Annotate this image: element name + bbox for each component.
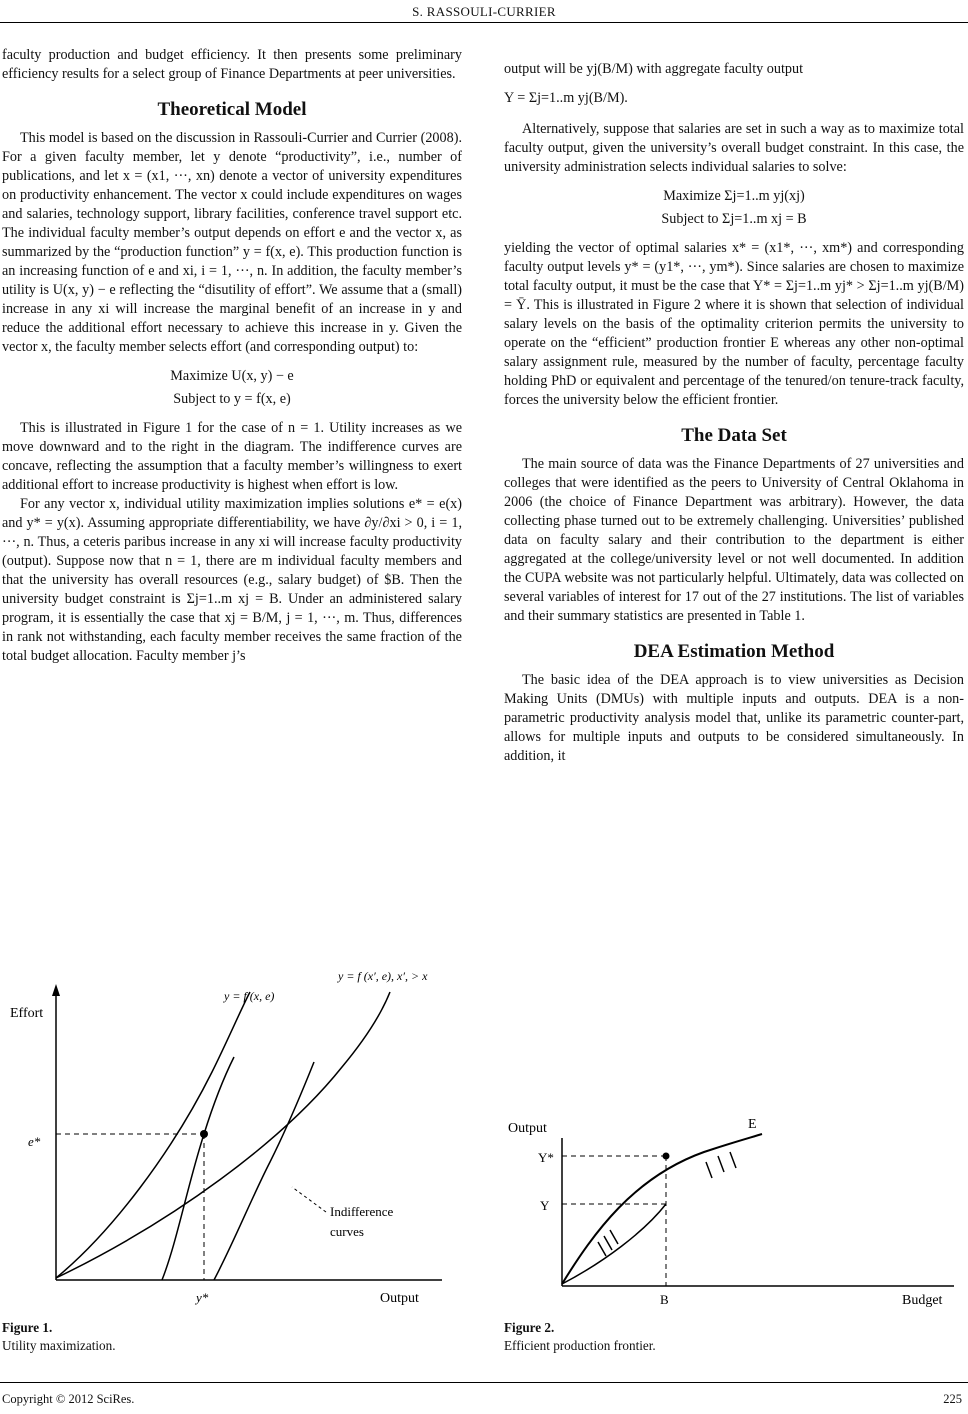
footer-page-number: 225 xyxy=(943,1392,962,1406)
fig1-indifference-curve-1 xyxy=(162,1057,234,1280)
footer-copyright: Copyright © 2012 SciRes. xyxy=(2,1392,135,1406)
fig1-label-curve-1: y = f (x, e) xyxy=(224,989,275,1003)
fig2-label-output: Output xyxy=(508,1121,547,1136)
fig2-hatch-5 xyxy=(604,1236,612,1250)
section-heading-theoretical-model: Theoretical Model xyxy=(157,99,307,120)
fig1-label-curve-2: y = f (x′, e), x′, > x xyxy=(338,969,428,983)
left-column xyxy=(2,46,462,666)
fig1-indifference-curve-2 xyxy=(214,1062,314,1280)
fig1-label-output: Output xyxy=(380,1291,419,1306)
fig1-indifference-pointer xyxy=(292,1187,326,1212)
section-heading-dea: DEA Estimation Method xyxy=(633,641,835,662)
fig2-hatch-1 xyxy=(706,1162,712,1178)
fig2-hatch-4 xyxy=(598,1242,606,1256)
equation-budget-constraint: Subject to Σj=1..m xj = B xyxy=(661,211,807,227)
fig1-production-curve-1 xyxy=(56,992,250,1278)
right-column xyxy=(504,60,964,766)
fig2-label-ystar: Y* xyxy=(538,1150,554,1165)
figure-1-caption xyxy=(2,1319,462,1355)
fig1-label-ystar: y* xyxy=(196,1290,209,1305)
figure-2-caption-title: Figure 2. xyxy=(504,1320,555,1335)
fig2-label-budget: Budget xyxy=(902,1293,943,1307)
right-paragraph-2: yielding the vector of optimal salaries x* = (x1*, ···, xm*) and corresponding faculty output levels y* = (y1*, ···, ym*). Since salaries are chosen to maximize total faculty output, it must be the case that Y* = Σj=1..m yj* > Σj=1..m yj(B/M) = Ȳ. This is illustrated in Figure 2 where it is shown that selection of individual salary levels on the basis of the optimality criterion permits the university to operate on the “efficient” production frontier E whereas any other non-optimal salary assignment rule, measured by the number of faculty, percentage faculty holding PhD or equivalent and percentage of the tenured/on tenure-track faculty, forces the university below the efficient frontier. xyxy=(504,240,964,408)
left-paragraph-2: This is illustrated in Figure 1 for the case of n = 1. Utility increases as we move downward and to the right in the diagram. The indifference curves are concave, reflecting the assumption that a faculty member’s willingness to exert additional effort to increase productivity is highest when effort is low. xyxy=(2,420,462,493)
fig2-hatch-6 xyxy=(610,1230,618,1244)
fig1-label-estar: e* xyxy=(28,1134,41,1149)
left-paragraph-1: This model is based on the discussion in Rassouli-Currier and Currier (2008). For a given faculty member, let y denote “productivity”, i.e., number of publications, and let x = (x1, ···, xn) denote a vector of university expenditures on productivity enhancement. The vector x could include expenditures on wages and salaries, technology support, library facilities, conference travel support etc. The individual faculty member’s output depends on effort e and the vector x, as summarized by the “production function” y = f(x, e). This production function is an increasing function of e and xi, i = 1, ···, n. In addition, the faculty member’s utility is U(x, y) − e reflecting the “disutility of effort”. We assume that a (small) increase in any xi will increase the marginal benefit of an increase in y and reduce the additional effort necessary to achieve this increase in y. Given the vector x, the faculty member selects effort (and corresponding output) to: xyxy=(2,130,462,355)
fig2-label-ybar: Y xyxy=(540,1198,550,1213)
equation-aggregate-output: Y = Σj=1..m yj(B/M). xyxy=(504,90,628,106)
figure-1-caption-text: Utility maximization. xyxy=(2,1338,116,1353)
right-paragraph-1: Alternatively, suppose that salaries are set in such a way as to maximize total faculty output, given the university’s overall budget constraint. In this case, the university administration selects individual salaries to solve: xyxy=(504,121,964,175)
right-paragraph-3: The main source of data was the Finance Departments of 27 universities and colleges that were identified as the peers to University of Central Oklahoma in 2006 (the choice of Finance Department was arbitrary). However, the data collecting phase turned out to be extremely challenging. Universities’ published data on faculty salary and their contribution to the department is either aggregated at the college/university level or not well documented. In addition the CUPA website was not particularly helpful. Ultimately, data was collected on several variables of interest for 17 out of the 27 institutions. The list of variables and their summary statistics are presented in Table 1. xyxy=(504,456,964,624)
fig2-inefficient-curve xyxy=(562,1204,666,1284)
figure-2-caption xyxy=(504,1319,964,1355)
running-header: S. RASSOULI-CURRIER xyxy=(412,4,556,19)
fig1-y-arrow xyxy=(52,984,60,996)
header-rule xyxy=(0,22,968,23)
fig2-optimum-point xyxy=(663,1153,670,1160)
figure-2-caption-text: Efficient production frontier. xyxy=(504,1338,656,1353)
equation-maximize-output: Maximize Σj=1..m yj(xj) xyxy=(663,188,805,204)
fig2-label-E: E xyxy=(748,1117,757,1132)
right-paragraph-0a: output will be yj(B/M) with aggregate faculty output xyxy=(504,61,804,77)
figure-2-efficient-frontier xyxy=(504,1112,964,1307)
section-heading-data-set: The Data Set xyxy=(681,425,787,446)
footer-rule xyxy=(0,1382,968,1383)
left-paragraph-3: For any vector x, individual utility maximization implies solutions e* = e(x) and y* = y(x). Assuming appropriate differentiability, we have ∂y/∂xi > 0, i = 1, ···, n. Thus, a ceteris paribus increase in any xi will increase faculty productivity (output). Suppose now that n = 1, there are m individual faculty members and that the university has overall resources (e.g., salary budget) of $B. Then the university budget constraint is Σj=1..m xj = B. Under an administered salary program, it is essentially the case that xj = B/M, j = 1, ···, m. Thus, differences in rank not withstanding, each faculty member receives the same fraction of the total budget allocation. Faculty member j’s xyxy=(2,496,462,664)
fig2-hatch-2 xyxy=(718,1156,724,1172)
fig2-hatch-3 xyxy=(730,1152,736,1168)
right-paragraph-4: The basic idea of the DEA approach is to view universities as Decision Making Units (DMUs) with multiple inputs and outputs. DEA is a non-parametric productivity analysis model that, unlike its parametric counter-part, allows for multiple inputs and outputs to be considered simultaneously. In addition, it xyxy=(504,672,964,764)
figure-1-caption-title: Figure 1. xyxy=(2,1320,53,1335)
fig1-label-indifference-1: Indifference xyxy=(330,1204,394,1219)
left-paragraph-0: faculty production and budget efficiency. It then presents some preliminary efficiency results for a select group of Finance Departments at peer universities. xyxy=(2,47,462,82)
fig1-label-effort: Effort xyxy=(10,1006,44,1021)
fig1-label-indifference-2: curves xyxy=(330,1224,364,1239)
equation-maximize-utility: Maximize U(x, y) − e xyxy=(170,368,294,384)
fig1-optimum-point xyxy=(200,1130,208,1138)
equation-production-constraint: Subject to y = f(x, e) xyxy=(173,391,291,407)
fig2-label-B: B xyxy=(660,1292,669,1307)
figure-1-utility-maximization xyxy=(2,962,462,1307)
